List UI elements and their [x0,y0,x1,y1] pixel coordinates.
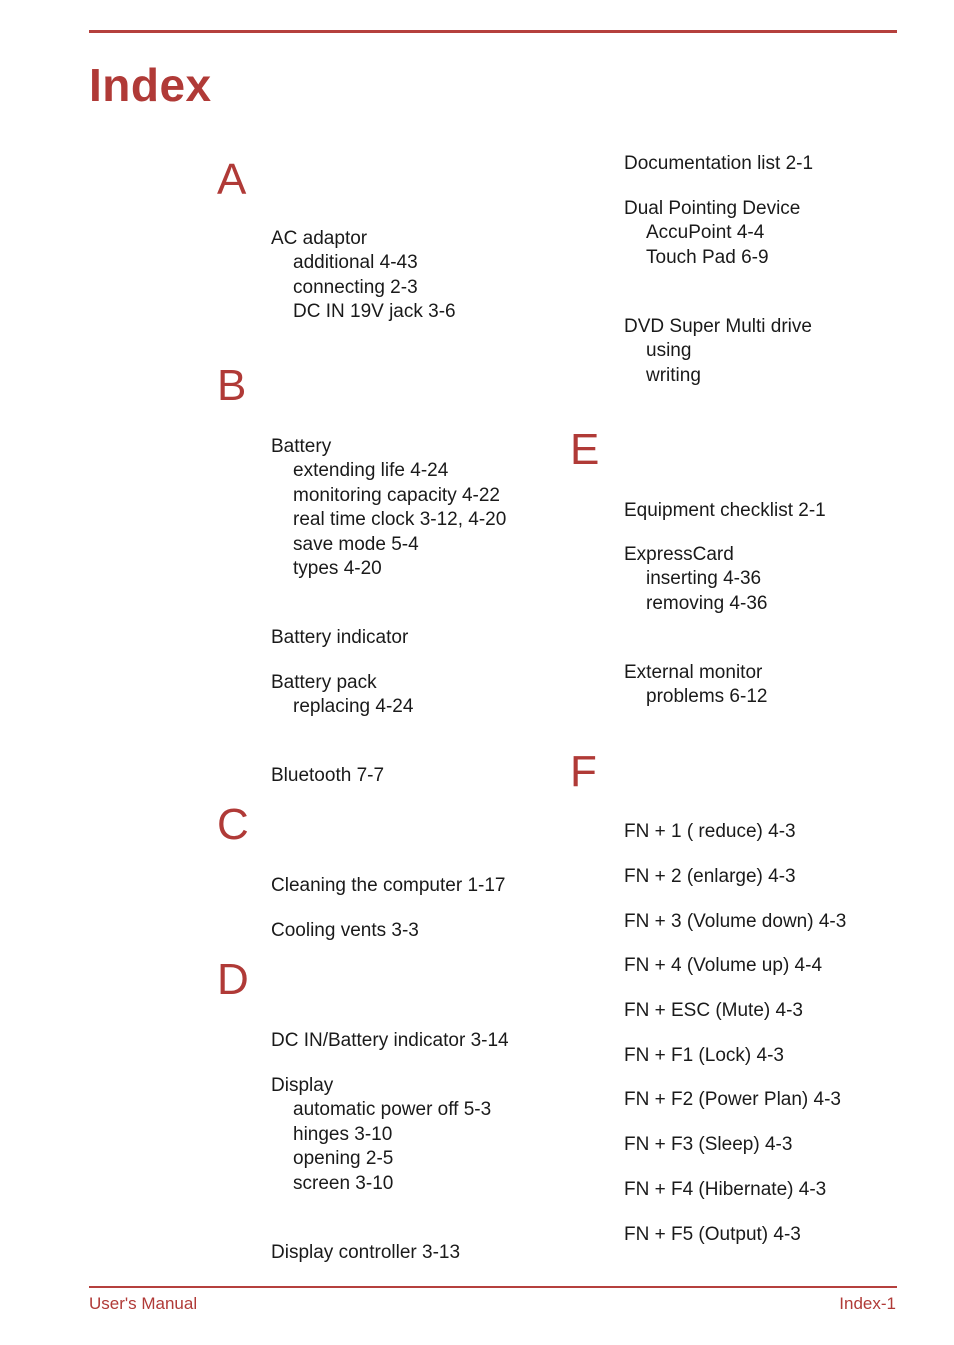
entry-sub: hinges 3-10 [293,1123,393,1145]
index-entry-fn-2 [624,865,796,889]
entry-main: Equipment checklist 2-1 [624,500,826,521]
entry-sub: opening 2-5 [293,1148,394,1170]
entry-main: DVD Super Multi drive [624,316,812,337]
index-entry-display-controller [271,1241,460,1265]
index-entry-fn-f4 [624,1178,826,1202]
entry-sub: connecting 2-3 [293,276,418,298]
index-entry-battery-pack [271,671,413,720]
entry-sub: removing 4-36 [646,592,768,614]
entry-main: FN + ESC (Mute) 4-3 [624,1000,803,1021]
entry-sub: using [646,340,692,362]
index-entry-documentation-list [624,152,813,176]
entry-main: FN + F1 (Lock) 4-3 [624,1045,784,1066]
index-entry-dvd-drive [624,315,812,388]
index-entry-fn-f3 [624,1133,792,1157]
index-entry-cleaning [271,874,505,898]
entry-main: DC IN/Battery indicator 3-14 [271,1030,509,1051]
entry-main: Display controller 3-13 [271,1242,461,1263]
index-entry-fn-f1 [624,1044,784,1068]
bottom-rule [89,1286,897,1288]
index-entry-fn-f2 [624,1088,841,1112]
entry-main: Dual Pointing Device [624,198,801,219]
index-entry-cooling-vents [271,919,419,943]
entry-main: FN + 1 ( reduce) 4-3 [624,821,796,842]
entry-main: Battery indicator [271,627,409,648]
entry-main: Battery [271,436,332,457]
entry-sub: extending life 4-24 [293,460,449,482]
section-letter-d: D [217,955,249,1004]
entry-main: FN + 3 (Volume down) 4-3 [624,911,847,932]
entry-sub: screen 3-10 [293,1172,394,1194]
entry-sub: problems 6-12 [646,686,768,708]
index-entry-expresscard [624,543,767,616]
entry-main: FN + F3 (Sleep) 4-3 [624,1134,793,1155]
entry-main: Bluetooth 7-7 [271,765,385,786]
entry-main: Battery pack [271,672,377,693]
entry-main: FN + F4 (Hibernate) 4-3 [624,1179,827,1200]
entry-sub: automatic power off 5-3 [293,1099,492,1121]
entry-main: Display [271,1075,334,1096]
entry-main: FN + F2 (Power Plan) 4-3 [624,1089,841,1110]
index-entry-fn-esc [624,999,803,1023]
entry-main: AC adaptor [271,228,368,249]
entry-sub: monitoring capacity 4-22 [293,484,500,506]
index-entry-dual-pointing [624,197,800,270]
entry-sub: real time clock 3-12, 4-20 [293,509,507,531]
index-entry-fn-f5 [624,1223,801,1247]
section-letter-e: E [570,425,600,474]
page-title: Index [89,59,212,111]
index-entry-fn-4 [624,954,822,978]
index-entry-dc-in-battery [271,1029,509,1053]
entry-sub: additional 4-43 [293,252,418,274]
top-rule [89,30,897,33]
entry-main: FN + F5 (Output) 4-3 [624,1224,801,1245]
entry-sub: save mode 5-4 [293,533,419,555]
section-letter-f: F [570,747,597,796]
entry-main: ExpressCard [624,544,734,565]
entry-sub: AccuPoint 4-4 [646,222,765,244]
entry-sub: writing [646,364,701,386]
entry-sub: DC IN 19V jack 3-6 [293,301,456,323]
index-entry-bluetooth [271,764,384,788]
entry-main: FN + 2 (enlarge) 4-3 [624,866,796,887]
section-letter-b: B [217,361,247,410]
index-entry-fn-1 [624,820,796,844]
section-letter-c: C [217,800,249,849]
index-entry-battery-indicator [271,626,408,650]
entry-main: Documentation list 2-1 [624,153,814,174]
entry-sub: Touch Pad 6-9 [646,246,769,268]
index-entry-fn-3 [624,910,846,934]
entry-main: Cleaning the computer 1-17 [271,875,506,896]
section-letter-a: A [217,155,247,204]
index-entry-equipment-checklist [624,499,826,523]
index-entry-ac-adaptor [271,227,456,325]
footer-page-number: Index-1 [839,1294,896,1313]
index-entry-external-monitor [624,661,767,710]
footer-manual-title: User's Manual [89,1294,198,1313]
index-entry-display [271,1074,491,1196]
entry-main: Cooling vents 3-3 [271,920,419,941]
entry-sub: inserting 4-36 [646,568,762,590]
index-entry-battery [271,435,506,581]
entry-sub: types 4-20 [293,558,382,580]
entry-main: External monitor [624,662,763,683]
entry-main: FN + 4 (Volume up) 4-4 [624,955,823,976]
entry-sub: replacing 4-24 [293,696,414,718]
